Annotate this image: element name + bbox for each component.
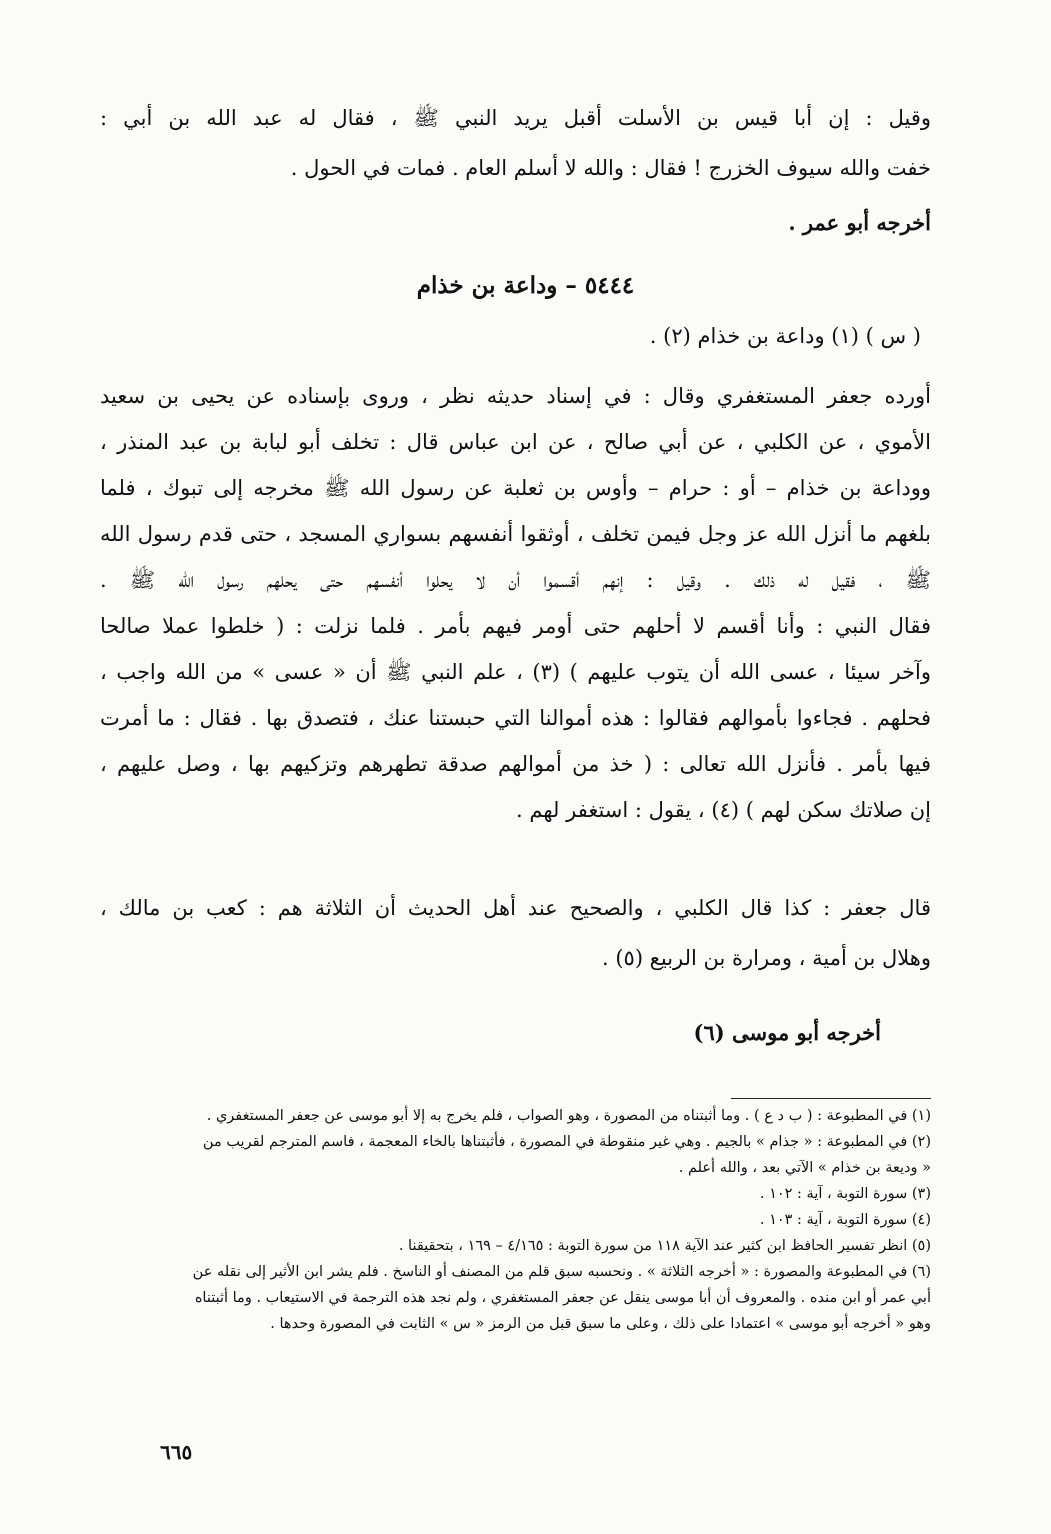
attribution-line: أخرجه أبو عمر . [788, 210, 931, 235]
body-line: إن صلاتك سكن لهم ) (٤) ، يقول : استغفر لهم . [516, 798, 931, 822]
body-line: الأموي ، عن الكلبي ، عن أبي صالح ، عن ابن عباس قال : تخلف أبو لبابة بن عبد المنذر ، [100, 430, 931, 454]
footnote-divider [731, 1098, 931, 1099]
body-line: خفت والله سيوف الخزرج ! فقال : والله لا أسلم العام . فمات في الحول . [290, 156, 931, 180]
footnote: وهو « أخرجه أبو موسى » اعتمادا على ذلك ، وعلى ما سبق قبل من الرمز « س » الثابت في المصورة وحدها . [270, 1316, 931, 1332]
body-line: وآخر سيئا ، عسى الله أن يتوب عليهم ) (٣) ، علم النبي ﷺ أن « عسى » من الله واجب ، [100, 660, 931, 684]
footnote: (٦) في المطبوعة والمصورة : « أخرجه الثلاثة » . ونحسبه سبق قلم من المصنف أو الناسخ . فلم يشر ابن الأثير إلى نقله عن [192, 1264, 931, 1280]
body-line: قال جعفر : كذا قال الكلبي ، والصحيح عند أهل الحديث أن الثلاثة هم : كعب بن مالك ، [100, 896, 931, 920]
footnote: (٢) في المطبوعة : « جذام » بالجيم . وهي غير منقوطة في المصورة ، فأثبتناها بالخاء المعجمة ، فاسم المترجم لقريب من [202, 1134, 931, 1150]
footnote: « وديعة بن خذام » الآتي بعد ، والله أعلم . [678, 1160, 931, 1176]
body-line: فحلهم . فجاءوا بأموالهم فقالوا : هذه أموالنا التي حبستنا عنك ، فتصدق بها . فقال : ما أمرت [100, 706, 931, 730]
footnote: (١) في المطبوعة : ( ب د ع ) . وما أثبتناه من المصورة ، وهو الصواب ، فلم يخرج به إلا أبو موسى عن جعفر المستغفري . [206, 1108, 931, 1124]
attribution-line: أخرجه أبو موسى (٦) [693, 1020, 881, 1045]
body-line: أورده جعفر المستغفري وقال : في إسناد حديثه نظر ، وروى بإسناده عن يحيى بن سعيد [100, 384, 931, 408]
body-line: فيها بأمر . فأنزل الله تعالى : ( خذ من أموالهم صدقة تطهرهم وتزكيهم بها ، وصل عليهم ، [100, 752, 931, 776]
footnote: أبي عمر أو ابن منده . والمعروف أن أبا موسى ينقل عن جعفر المستغفري ، ولم نجد هذه الترجمة في الاستيعاب . وما أثبتناه [194, 1290, 931, 1306]
body-line: وهلال بن أمية ، ومرارة بن الربيع (٥) . [601, 946, 931, 970]
footnote: (٤) سورة التوبة ، آية : ١٠٣ . [759, 1212, 931, 1228]
footnote: (٥) انظر تفسير الحافظ ابن كثير عند الآية ١١٨ من سورة التوبة : ٤/١٦٥ – ١٦٩ ، بتحقيقنا . [398, 1238, 931, 1254]
footnote: (٣) سورة التوبة ، آية : ١٠٢ . [759, 1186, 931, 1202]
body-line: بلغهم ما أنزل الله عز وجل فيمن تخلف ، أوثقوا أنفسهم بسواري المسجد ، حتى قدم رسول الله [100, 522, 931, 546]
body-line: ووداعة بن خذام – أو : حرام – وأوس بن ثعلبة عن رسول الله ﷺ مخرجه إلى تبوك ، فلما [100, 476, 931, 500]
body-line: فقال النبي : وأنا أقسم لا أحلهم حتى أومر فيهم بأمر . فلما نزلت : ( خلطوا عملا صالحا [100, 614, 931, 638]
page-number: ٦٦٥ [160, 1440, 193, 1464]
body-line: ﷺ ، فقيل له ذلك . وقيل : إنهم أقسموا أن لا يحلوا أنفسهم حتى يحلهم رسول الله ﷺ . [100, 568, 931, 592]
entry-heading: ٥٤٤٤ – وداعة بن خذام [416, 272, 635, 299]
body-line: وقيل : إن أبا قيس بن الأسلت أقبل يريد النبي ﷺ ، فقال له عبد الله بن أبي : [100, 106, 931, 130]
entry-subheading: ( س ) (١) وداعة بن خذام (٢) . [649, 324, 921, 348]
